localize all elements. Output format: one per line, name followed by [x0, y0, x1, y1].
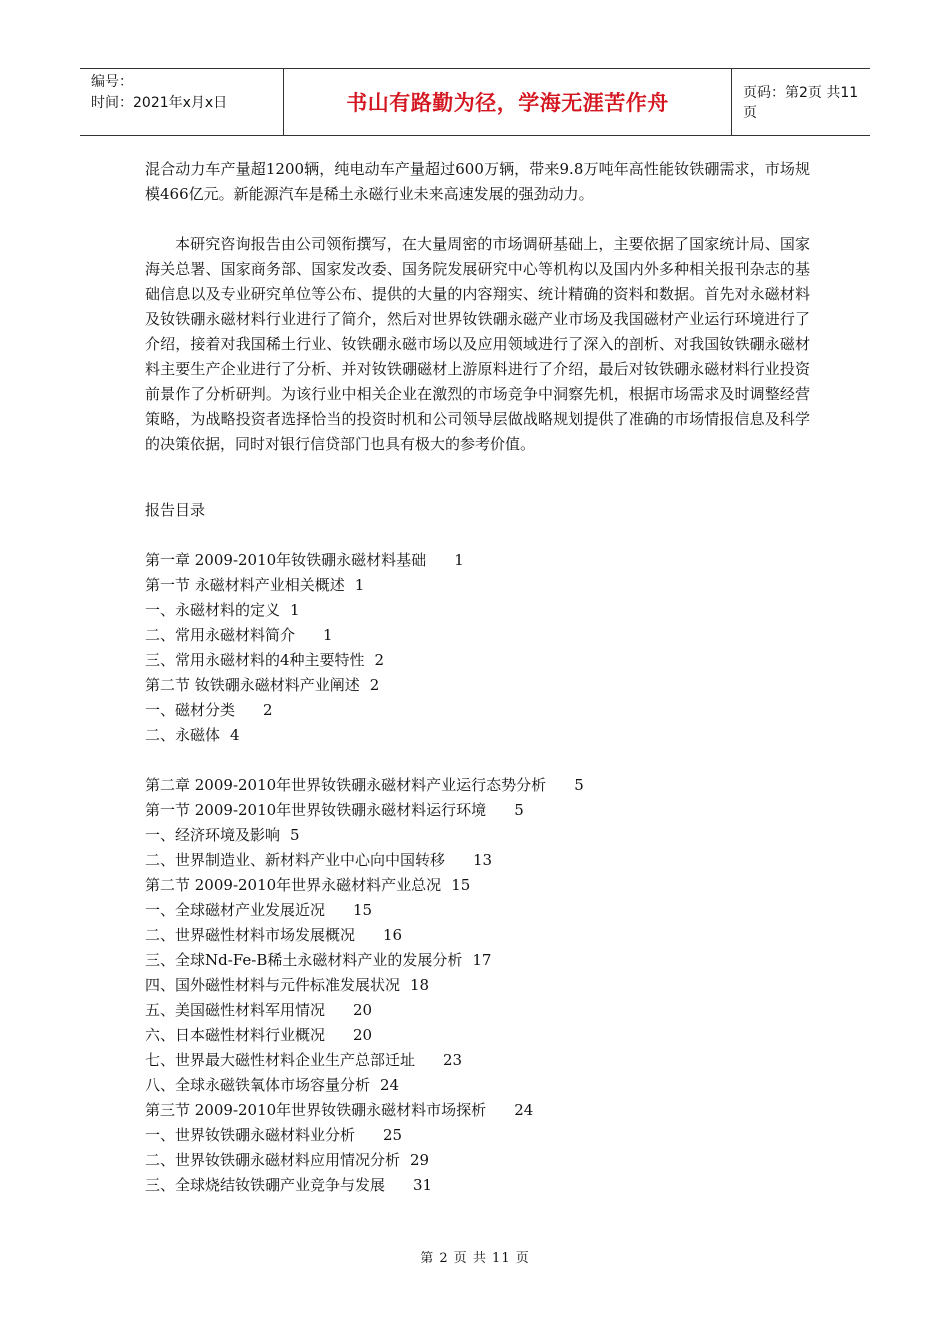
toc-entry-title: 五、美国磁性材料军用情况 — [145, 1001, 326, 1019]
toc-title: 报告目录 — [145, 501, 206, 519]
toc-entry-title: 二、世界制造业、新材料产业中心向中国转移 — [145, 851, 446, 869]
toc-entry-title: 第三节 2009-2010年世界钕铁硼永磁材料市场探析 — [145, 1101, 487, 1119]
code-label: 编号： — [91, 74, 133, 90]
motto-text: 书山有路勤为径，学海无涯苦作舟 — [346, 91, 669, 115]
page-info: 页码：第2页 共11页 — [743, 85, 859, 121]
toc-entry-title: 一、磁材分类 — [145, 701, 236, 719]
toc-entry-page: 1 — [354, 576, 365, 594]
toc-entry-page: 2 — [263, 701, 273, 719]
toc-entry — [145, 548, 810, 573]
document-body — [145, 157, 810, 1198]
toc-entry-title: 一、世界钕铁硼永磁材料业分析 — [145, 1126, 356, 1144]
page-footer: 第 2 页 共 11 页 — [420, 1251, 530, 1266]
toc-entry — [145, 898, 810, 923]
paragraph-1: 混合动力车产量超1200辆，纯电动车产量超过600万辆，带来9.8万吨年高性能钕铁硼需求，市场规模466亿元。新能源汽车是稀土永磁行业未来高速发展的强劲动力。 — [145, 160, 810, 203]
toc-entry-page: 29 — [410, 1151, 430, 1169]
toc-entry-title: 二、世界磁性材料市场发展概况 — [145, 926, 356, 944]
toc-entry — [145, 848, 810, 873]
toc-entry — [145, 1173, 810, 1198]
page-header — [80, 68, 870, 136]
toc-entry — [145, 573, 810, 598]
toc-entry-title: 三、常用永磁材料的4种主要特性 — [145, 651, 365, 669]
toc-entry — [145, 798, 810, 823]
toc-entry — [145, 1073, 810, 1098]
toc-entry-title: 七、世界最大磁性材料企业生产总部迁址 — [145, 1051, 416, 1069]
toc-entry-title: 二、永磁体 — [145, 726, 221, 744]
toc-entry-title: 二、常用永磁材料简介 — [145, 626, 296, 644]
toc-entry-page: 23 — [443, 1051, 463, 1069]
toc-entry-page: 2 — [374, 651, 385, 669]
toc-entry-page: 24 — [380, 1076, 400, 1094]
toc-entry-title: 一、经济环境及影响 — [145, 826, 281, 844]
toc-entry-page: 25 — [383, 1126, 403, 1144]
toc-entry-title: 二、世界钕铁硼永磁材料应用情况分析 — [145, 1151, 401, 1169]
toc-entry-page: 20 — [353, 1001, 373, 1019]
toc-entry — [145, 873, 810, 898]
header-page-cell — [732, 69, 870, 135]
toc-entry — [145, 673, 810, 698]
toc-entry — [145, 723, 810, 748]
header-motto-cell — [283, 69, 732, 135]
toc-entry — [145, 1148, 810, 1173]
toc-entry-title: 第一节 2009-2010年世界钕铁硼永磁材料运行环境 — [145, 801, 487, 819]
toc-entry-title: 四、国外磁性材料与元件标准发展状况 — [145, 976, 401, 994]
toc-entry-page: 5 — [514, 801, 524, 819]
toc-entry-page: 1 — [323, 626, 333, 644]
time-label: 时间：2021年x月x日 — [91, 95, 228, 111]
toc-entry — [145, 648, 810, 673]
toc-entry-title: 第二节 2009-2010年世界永磁材料产业总况 — [145, 876, 442, 894]
toc-chapter-1 — [145, 548, 810, 748]
toc-entry-page: 17 — [472, 951, 492, 969]
toc-entry-title: 第一节 永磁材料产业相关概述 — [145, 576, 345, 594]
toc-entry-page: 1 — [454, 551, 464, 569]
toc-entry-page: 5 — [290, 826, 300, 844]
toc-entry-page: 18 — [410, 976, 430, 994]
toc-entry-page: 20 — [353, 1026, 373, 1044]
toc-entry — [145, 823, 810, 848]
toc-entry — [145, 998, 810, 1023]
toc-entry — [145, 923, 810, 948]
toc-entry-page: 1 — [290, 601, 300, 619]
toc-entry-page: 2 — [369, 676, 380, 694]
toc-entry — [145, 698, 810, 723]
toc-entry-page: 13 — [473, 851, 493, 869]
toc-entry — [145, 1023, 810, 1048]
toc-entry — [145, 1123, 810, 1148]
toc-entry-page: 31 — [413, 1176, 433, 1194]
toc-entry-page: 15 — [353, 901, 373, 919]
toc-entry-title: 八、全球永磁铁氧体市场容量分析 — [145, 1076, 371, 1094]
toc-entry — [145, 1098, 810, 1123]
toc-entry-page: 15 — [451, 876, 471, 894]
toc-entry — [145, 973, 810, 998]
header-left-cell — [80, 69, 283, 135]
toc-entry-page: 16 — [383, 926, 403, 944]
toc-entry-page: 24 — [514, 1101, 534, 1119]
toc-entry-title: 一、永磁材料的定义 — [145, 601, 281, 619]
toc-entry-page: 4 — [230, 726, 240, 744]
toc-entry — [145, 773, 810, 798]
toc-entry-title: 三、全球Nd-Fe-B稀土永磁材料产业的发展分析 — [145, 951, 463, 969]
toc-entry-title: 一、全球磁材产业发展近况 — [145, 901, 326, 919]
toc-entry — [145, 1048, 810, 1073]
toc-entry-title: 六、日本磁性材料行业概况 — [145, 1026, 326, 1044]
toc-entry-title: 第二节 钕铁硼永磁材料产业阐述 — [145, 676, 360, 694]
toc-entry-title: 第一章 2009-2010年钕铁硼永磁材料基础 — [145, 551, 427, 569]
toc-entry — [145, 598, 810, 623]
toc-chapter-2 — [145, 773, 810, 1198]
toc-entry-title: 第二章 2009-2010年世界钕铁硼永磁材料产业运行态势分析 — [145, 776, 547, 794]
toc-entry-page: 5 — [574, 776, 584, 794]
paragraph-2: 本研究咨询报告由公司领衔撰写，在大量周密的市场调研基础上，主要依据了国家统计局、国家海关总署、国家商务部、国家发改委、国务院发展研究中心等机构以及国内外多种相关报刊杂志的基础信息以及专业研究单位等公布、提供的大量的内容翔实、统计精确的资料和数据。首先对永磁材料及钕铁硼永磁材料行业进行了简介，然后对世界钕铁硼永磁产业市场及我国磁材产业运行环境进行了介绍，接着对我国稀土行业、钕铁硼永磁市场以及应用领域进行了深入的剖析、对我国钕铁硼永磁材料主要生产企业进行了分析、并对钕铁硼磁材上游原料进行了介绍，最后对钕铁硼永磁材料行业投资前景作了分析研判。为该行业中相关企业在激烈的市场竞争中洞察先机，根据市场需求及时调整经营策略，为战略投资者选择恰当的投资时机和公司领导层做战略规划提供了准确的市场情报信息及科学的决策依据，同时对银行信贷部门也具有极大的参考价值。 — [145, 235, 810, 453]
toc-entry — [145, 623, 810, 648]
toc-entry — [145, 948, 810, 973]
toc-entry-title: 三、全球烧结钕铁硼产业竞争与发展 — [145, 1176, 386, 1194]
